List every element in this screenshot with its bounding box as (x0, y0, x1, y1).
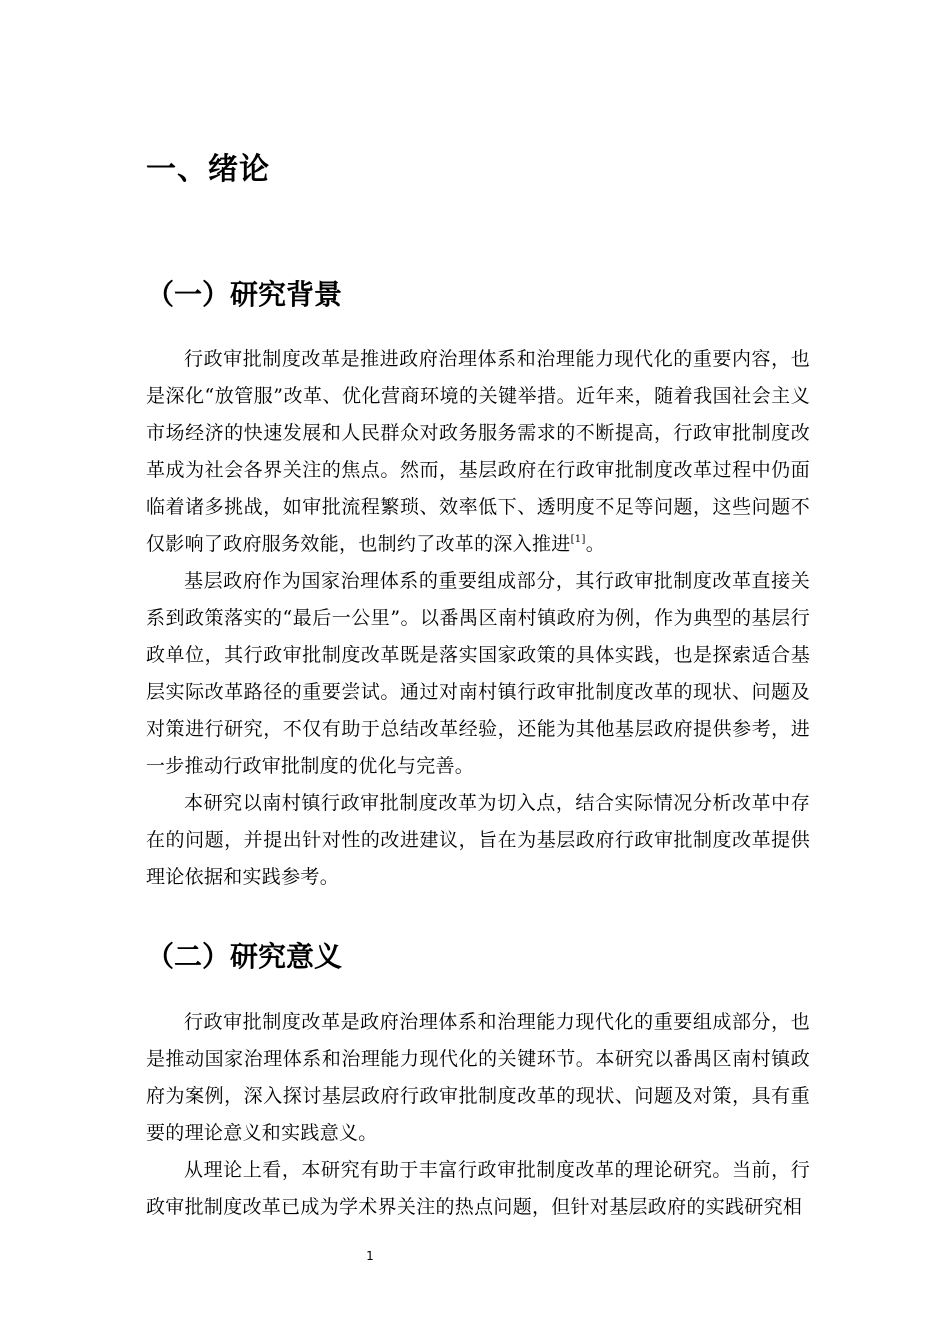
page-number: 1 (366, 1249, 374, 1263)
paragraph: 本研究以南村镇行政审批制度改革为切入点，结合实际情况分析改革中存在的问题，并提出针对性的改进建议，旨在为基层政府行政审批制度改革提供理论依据和实践参考。 (146, 792, 810, 888)
section-body-background (146, 341, 810, 896)
section-title-background: （一）研究背景 (146, 278, 343, 311)
section-body-significance (146, 1004, 810, 1226)
paragraph-tail: 。 (585, 533, 605, 555)
chapter-heading: 一、绪论 (146, 152, 270, 187)
paragraph (146, 341, 810, 563)
paragraph: 基层政府作为国家治理体系的重要组成部分，其行政审批制度改革直接关系到政策落实的“最后一公里”。以番禺区南村镇政府为例，作为典型的基层行政单位，其行政审批制度改革既是落实国家政策的具体实践，也是探索适合基层实际改革路径的重要尝试。通过对南村镇行政审批制度改革的现状、问题及对策进行研究，不仅有助于总结改革经验，还能为其他基层政府提供参考，进一步推动行政审批制度的优化与完善。 (146, 570, 810, 777)
section-title-significance: （二）研究意义 (146, 940, 343, 973)
paragraph-text: 行政审批制度改革是推进政府治理体系和治理能力现代化的重要内容，也是深化“放管服”改革、优化营商环境的关键举措。近年来，随着我国社会主义市场经济的快速发展和人民群众对政务服务需求的不断提高，行政审批制度改革成为社会各界关注的焦点。然而，基层政府在行政审批制度改革过程中仍面临着诸多挑战，如审批流程繁琐、效率低下、透明度不足等问题，这些问题不仅影响了政府服务效能，也制约了改革的深入推进 (146, 348, 810, 555)
paragraph: 行政审批制度改革是政府治理体系和治理能力现代化的重要组成部分，也是推动国家治理体系和治理能力现代化的关键环节。本研究以番禺区南村镇政府为案例，深入探讨基层政府行政审批制度改革的现状、问题及对策，具有重要的理论意义和实践意义。 (146, 1011, 810, 1144)
citation-marker[interactable]: [1] (570, 534, 586, 545)
paragraph: 从理论上看，本研究有助于丰富行政审批制度改革的理论研究。当前，行政审批制度改革已成为学术界关注的热点问题，但针对基层政府的实践研究相 (146, 1159, 810, 1218)
